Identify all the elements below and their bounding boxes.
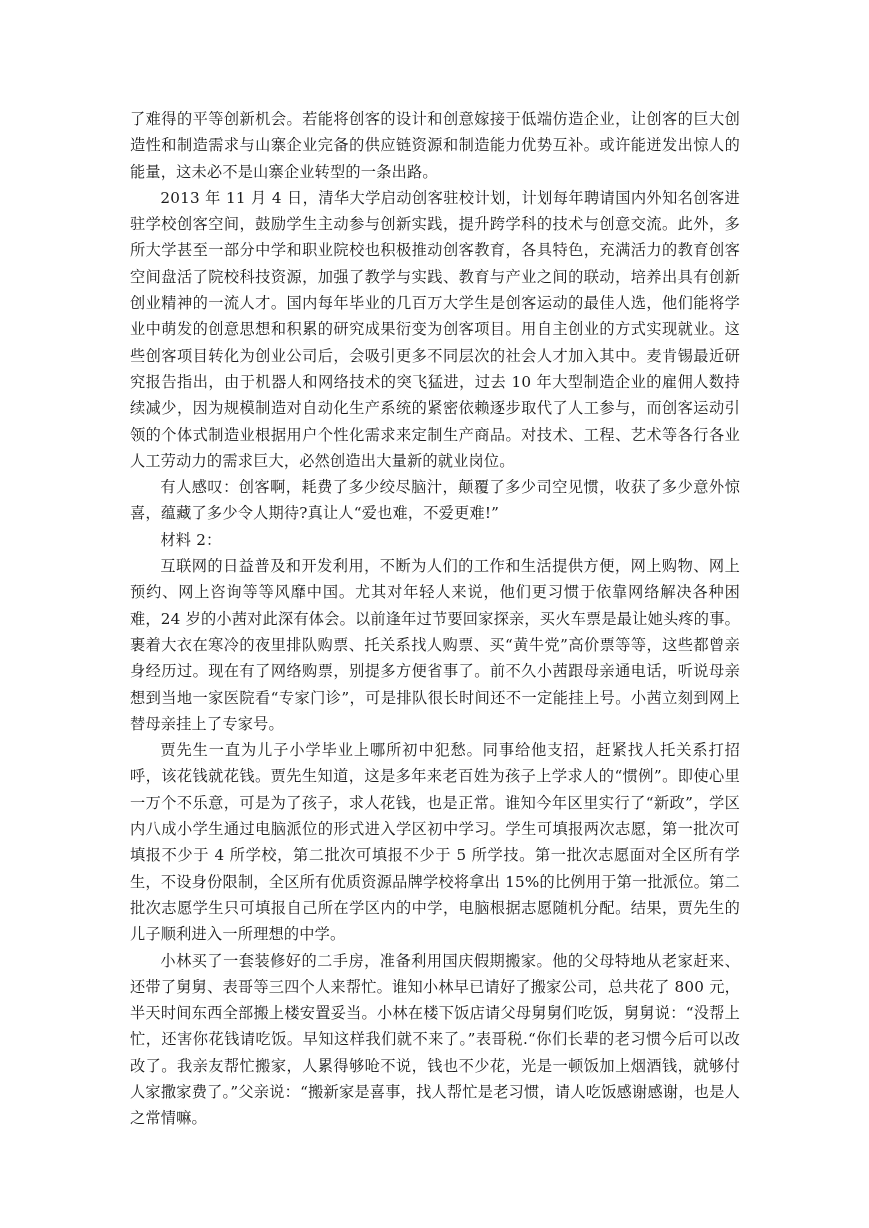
paragraph-xiaolin: 小林买了一套装修好的二手房，准备利用国庆假期搬家。他的父母特地从老家赶来、还带了舅舅、表哥等三四个人来帮忙。谁知小林早已请好了搬家公司，总共花了 800 元，半天时间东西全部搬上楼安置妥当。小林在楼下饭店请父母舅舅们吃饭，舅舅说：“没帮上忙，还害你花钱请吃饭。早知这样我们就不来了。”表哥税.“你们长辈的老习惯今后可以改改了。我亲友帮忙搬家，人累得够呛不说，钱也不少花，光是一顿饭加上烟酒钱，就够付人家撒家费了。”父亲说：“搬新家是喜事，找人帮忙是老习惯，请人吃饭感谢感谢，也是人之常情嘛。 xyxy=(130,951,740,1128)
paragraph-sigh: 有人感叹：创客啊，耗费了多少绞尽脑汁，颠覆了多少司空见惯，收获了多少意外惊喜，蕴藏了多少令人期待?真让人“爱也难，不爱更难!” xyxy=(130,478,740,523)
document-page xyxy=(130,106,740,1132)
paragraph-internet: 互联网的日益普及和开发利用，不断为人们的工作和生活提供方便，网上购物、网上预约、网上咨询等等风靡中国。尤其对年轻人来说，他们更习惯于依靠网络解决各种困难，24 岁的小茜对此深有体会。以前逢年过节要回家探亲，买火车票是最让她头疼的事。裹着大衣在寒冷的夜里排队购票、托关系找人购票、买“黄牛党”高价票等等，这些都曾亲身经历过。现在有了网络购票，别提多方便省事了。前不久小茜跟母亲通电话，听说母亲想到当地一家医院看“专家门诊”，可是排队很长时间还不一定能挂上号。小茜立刻到网上替母亲挂上了专家号。 xyxy=(130,557,740,733)
paragraph-tsinghua-maker: 2013 年 11 月 4 日，清华大学启动创客驻校计划，计划每年聘请国内外知名创客进驻学校创客空间，鼓励学生主动参与创新实践，提升跨学科的技术与创意交流。此外，多所大学甚至一部分中学和职业院校也积极推动创客教育，各具特色，充满活力的教育创客空间盘活了院校科技资源，加强了教学与实践、教育与产业之间的联动，培养出具有创新创业精神的一流人才。国内每年毕业的几百万大学生是创客运动的最佳人选，他们能将学业中萌发的创意思想和积累的研究成果衍变为创客项目。用自主创业的方式实现就业。这些创客项目转化为创业公司后，会吸引更多不同层次的社会人才加入其中。麦肯锡最近研究报告指出，由于机器人和网络技术的突飞猛进，过去 10 年大型制造企业的雇佣人数持续减少，因为规模制造对自动化生产系统的紧密依赖逐步取代了人工参与，而创客运动引领的个体式制造业根据用户个性化需求来定制生产商品。对技术、工程、艺术等各行各业人工劳动力的需求巨大，必然创造出大量新的就业岗位。 xyxy=(130,188,740,470)
paragraph-continuation: 了难得的平等创新机会。若能将创客的设计和创意嫁接于低端仿造企业，让创客的巨大创造性和制造需求与山寨企业完备的供应链资源和制造能力优势互补。或许能迸发出惊人的能量，这未必不是山寨企业转型的一条出路。 xyxy=(130,110,740,181)
paragraph-mr-jia: 贾先生一直为儿子小学毕业上哪所初中犯愁。同事给他支招，赶紧找人托关系打招呼，该花钱就花钱。贾先生知道，这是多年来老百姓为孩子上学求人的“惯例”。即使心里一万个不乐意，可是为了孩子，求人花钱，也是正常。谁知今年区里实行了“新政”，学区内八成小学生通过电脑派位的形式进入学区初中学习。学生可填报两次志愿，第一批次可填报不少于 4 所学校，第二批次可填报不少于 5 所学技。第一批次志愿面对全区所有学生，不设身份限制，全区所有优质资源品牌学校将拿出 15%的比例用于第一批派位。第二批次志愿学生只可填报自己所在学区内的中学，电脑根据志愿随机分配。结果，贾先生的儿子顺利进入一所理想的中学。 xyxy=(130,741,740,944)
section-heading-material-2: 材料 2： xyxy=(160,530,222,549)
